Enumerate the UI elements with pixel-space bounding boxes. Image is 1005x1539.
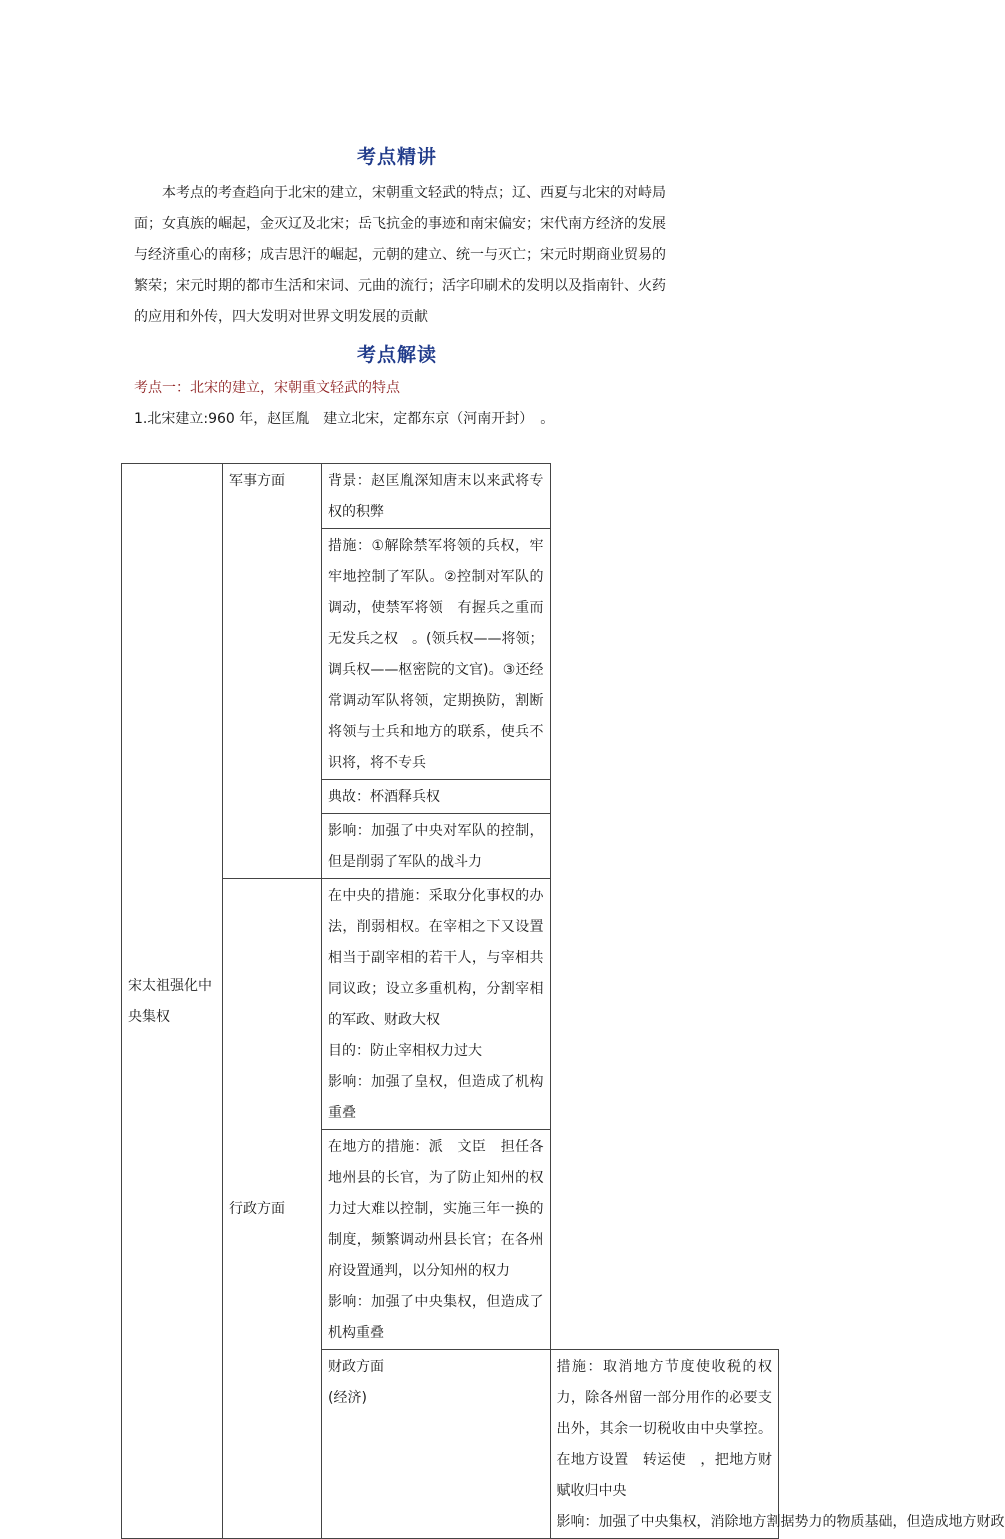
content-table (121, 463, 1005, 1539)
row-header: 宋太祖强化中央集权 (122, 464, 223, 1539)
military-label: 军事方面 (223, 464, 322, 879)
admin-central-measures: 在中央的措施：采取分化事权的办法，削弱相权。在宰相之下又设置相当于副宰相的若干人，与宰相共同议政；设立多重机构，分割宰相的军政、财政大权 (328, 888, 544, 1028)
finance-label-cell (322, 1350, 551, 1539)
admin-central-cell (322, 879, 551, 1130)
finance-impact: 影响：加强了中央集权，消除地方割据势力的物质基础，但造成地方财政 (556, 1514, 1005, 1530)
military-background: 背景：赵匡胤深知唐末以来武将专权的积弊 (322, 464, 551, 529)
admin-local-cell (322, 1130, 551, 1350)
intro-text: 本考点的考查趋向于北宋的建立，宋朝重文轻武的特点；辽、西夏与北宋的对峙局面；女真族的崛起，金灭辽及北宋；岳飞抗金的事迹和南宋偏安；宋代南方经济的发展与经济重心的南移；成吉思汗的崛起，元朝的建立、统一与灭亡；宋元时期商业贸易的繁荣；宋元时期的都市生活和宋词、元曲的流行；活字印刷术的发明以及指南针、火药的应用和外传，四大发明对世界文明发展的贡献 (134, 185, 666, 325)
admin-label: 行政方面 (223, 879, 322, 1539)
finance-label: 财政方面 (328, 1359, 384, 1375)
finance-label-sub: (经济) (328, 1390, 367, 1406)
intro-paragraph (134, 178, 666, 333)
point-heading: 考点一：北宋的建立，宋朝重文轻武的特点 (134, 380, 400, 396)
admin-local-impact: 影响：加强了中央集权，但造成了机构重叠 (328, 1294, 544, 1341)
item-1: 1.北宋建立:960 年，赵匡胤 建立北宋，定都东京（河南开封） 。 (134, 411, 555, 427)
finance-cell (550, 1350, 1005, 1539)
section-title-2: 考点解读 (356, 344, 437, 366)
admin-local-measures: 在地方的措施：派 文臣 担任各地州县的长官，为了防止知州的权力过大难以控制，实施三年一换的制度，频繁调动州县长官；在各州府设置通判，以分知州的权力 (328, 1139, 544, 1279)
admin-central-impact: 影响：加强了皇权，但造成了机构重叠 (328, 1074, 544, 1121)
finance-measures: 措施：取消地方节度使收税的权力，除各州留一部分用作的必要支出外，其余一切税收由中央掌控。在地方设置 转运使 ，把地方财赋收归中央 (556, 1359, 772, 1499)
admin-central-goal: 目的：防止宰相权力过大 (328, 1043, 482, 1059)
military-measures: 措施：①解除禁军将领的兵权，牢牢地控制了军队。②控制对军队的调动，使禁军将领 有握兵之重而无发兵之权 。(领兵权——将领；调兵权——枢密院的文官)。③还经常调动军队将领，定期换防，割断将领与士兵和地方的联系，使兵不识将，将不专兵 (322, 529, 551, 780)
military-allusion: 典故：杯酒释兵权 (322, 780, 551, 814)
section-title: 考点精讲 (356, 146, 437, 168)
military-impact: 影响：加强了中央对军队的控制，但是削弱了军队的战斗力 (322, 814, 551, 879)
